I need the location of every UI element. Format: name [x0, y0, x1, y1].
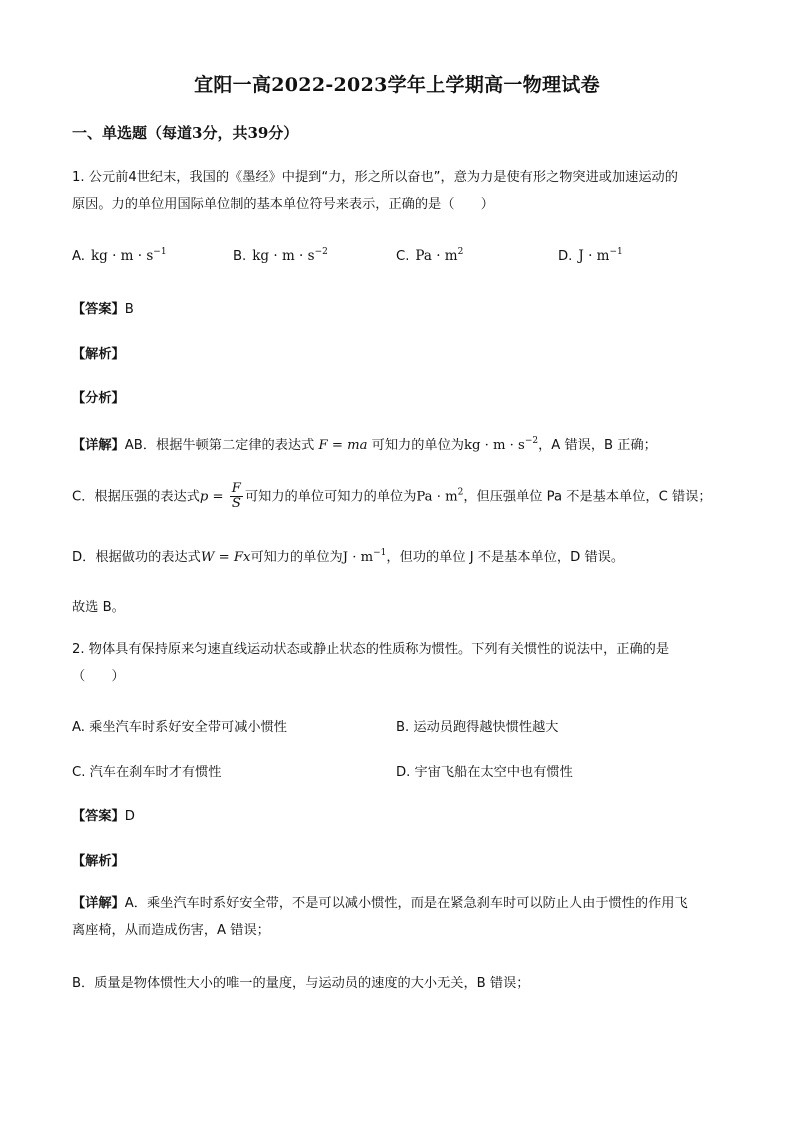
- question-2-option-d[interactable]: D. 宇宙飞船在太空中也有惯性: [396, 765, 573, 780]
- question-1-line-2: 原因。力的单位用国际单位制的基本单位符号来表示，正确的是（ ）: [72, 197, 494, 212]
- question-2-detail-a-line-1: 【详解】A．乘坐汽车时系好安全带，不是可以减小惯性，而是在紧急刹车时可以防止人由于惯性的作用飞: [72, 896, 688, 911]
- question-1-stem: [72, 164, 724, 218]
- answer-value: D: [124, 809, 135, 824]
- question-1-option-a[interactable]: A. kg · $m \cdot s^{-1}$: [72, 247, 167, 264]
- question-1-option-b[interactable]: B. kg · $m \cdot s^{-2}$: [233, 247, 328, 264]
- question-1-analysis-tag: 【解析】: [72, 347, 125, 362]
- question-2-detail-a: [72, 890, 724, 944]
- question-1-detail-d: D．根据做功的表达式W = Fx可知力的单位为$J \cdot m^{-1}$，但功的单位 J 不是基本单位，D 错误。: [72, 548, 625, 565]
- question-2-option-c[interactable]: C. 汽车在刹车时才有惯性: [72, 765, 222, 780]
- question-1-line-1: 1. 公元前4世纪末，我国的《墨经》中提到“力，形之所以奋也”，意为力是使有形之物突进或加速运动的: [72, 170, 678, 185]
- question-2-analysis-tag: 【解析】: [72, 854, 125, 869]
- question-1-conclusion: 故选 B。: [72, 600, 125, 615]
- question-1-detail-c: C．根据压强的表达式p = $\frac{F}{S}$ 可知力的单位可知力的单位为$Pa \cdot m^2$，但压强单位 Pa 不是基本单位，C 错误；: [72, 481, 712, 511]
- question-2-options-row-1: [72, 716, 724, 736]
- question-2-options-row-2: [72, 761, 724, 781]
- fraction-f-over-s: $\frac{F}{S}$: [231, 481, 241, 511]
- question-1-fenxi-tag: 【分析】: [72, 391, 125, 406]
- question-1-option-c[interactable]: C. $Pa \cdot m^2$: [396, 247, 464, 264]
- question-1-answer: 【答案】B: [72, 302, 134, 317]
- question-2-detail-b: B．质量是物体惯性大小的唯一的量度，与运动员的速度的大小无关，B 错误；: [72, 976, 530, 991]
- answer-value: B: [124, 302, 134, 317]
- question-1-option-d[interactable]: D. $J \cdot m^{-1}$: [558, 247, 623, 264]
- question-2-line-1: 2. 物体具有保持原来匀速直线运动状态或静止状态的性质称为惯性。下列有关惯性的说法中，正确的是: [72, 642, 670, 657]
- question-2-line-2: （ ）: [72, 669, 125, 684]
- question-2-detail-a-line-2: 离座椅，从而造成伤害，A 错误；: [72, 923, 270, 938]
- question-2-stem: [72, 636, 724, 690]
- question-1-detail-ab: 【详解】AB．根据牛顿第二定律的表达式 F = ma 可知力的单位为kg · $m \cdot s^{-2}$，A 错误，B 正确；: [72, 436, 657, 453]
- question-2-answer: 【答案】D: [72, 809, 135, 824]
- question-2-option-b[interactable]: B. 运动员跑得越快惯性越大: [396, 720, 559, 735]
- question-1-options: [72, 248, 724, 268]
- question-2-option-a[interactable]: A. 乘坐汽车时系好安全带可减小惯性: [72, 720, 287, 735]
- section-heading: 一、单选题（每道3分，共39分）: [72, 124, 299, 142]
- page-title: 宜阳一高2022-2023学年上学期高一物理试卷: [194, 74, 600, 96]
